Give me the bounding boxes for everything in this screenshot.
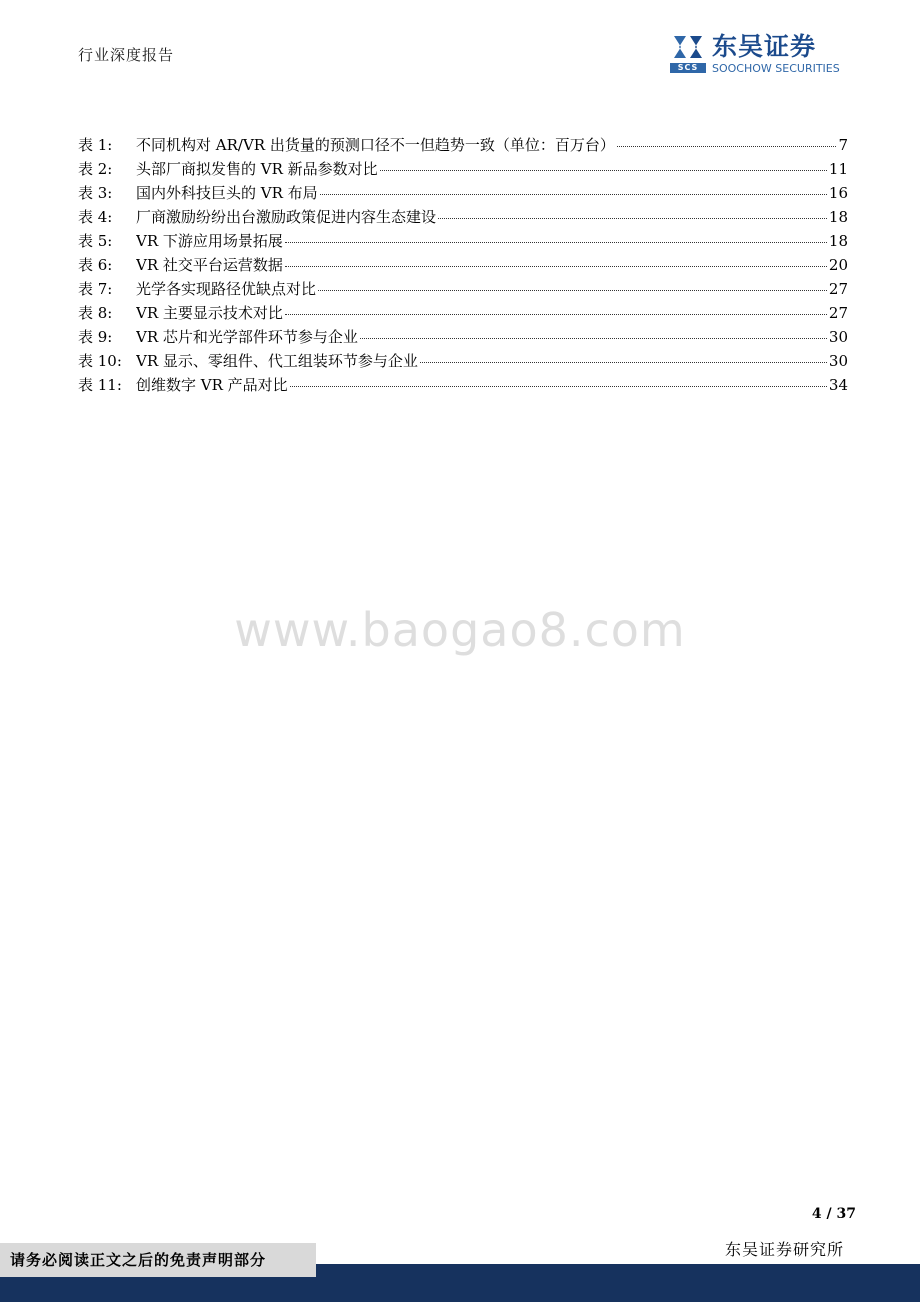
footer-disclaimer: 请务必阅读正文之后的免责声明部分 <box>0 1243 316 1277</box>
footer-organization: 东吴证券研究所 <box>724 1240 844 1259</box>
toc-entry-label: 表 3: <box>78 184 113 202</box>
toc-entry[interactable] <box>78 277 848 301</box>
toc-leader-dots <box>420 362 827 363</box>
toc-leader-dots <box>290 386 827 387</box>
toc-entry-title: 厂商激励纷纷出台激励政策促进内容生态建设 <box>136 208 437 226</box>
toc-entry-label: 表 11: <box>78 376 122 394</box>
toc-leader-dots <box>285 314 827 315</box>
toc-entry-label: 表 1: <box>78 136 113 154</box>
toc-entry-page: 11 <box>828 160 848 178</box>
toc-leader-dots <box>318 290 827 291</box>
table-of-contents <box>78 133 848 397</box>
toc-entry[interactable] <box>78 349 848 373</box>
toc-leader-dots <box>617 146 837 147</box>
toc-entry[interactable] <box>78 181 848 205</box>
toc-entry-label: 表 4: <box>78 208 113 226</box>
toc-entry-label: 表 6: <box>78 256 113 274</box>
toc-leader-dots <box>438 218 827 219</box>
toc-entry-page: 18 <box>828 232 848 250</box>
toc-entry-label: 表 2: <box>78 160 113 178</box>
toc-entry-title: 光学各实现路径优缺点对比 <box>136 280 317 298</box>
toc-entry[interactable] <box>78 205 848 229</box>
toc-entry-title: 国内外科技巨头的 VR 布局 <box>136 184 318 202</box>
toc-leader-dots <box>285 242 827 243</box>
toc-entry-title: VR 社交平台运营数据 <box>136 256 283 274</box>
toc-entry[interactable] <box>78 253 848 277</box>
logo-english-name: SOOCHOW SECURITIES <box>712 62 840 75</box>
toc-leader-dots <box>360 338 827 339</box>
toc-entry-title: VR 芯片和光学部件环节参与企业 <box>136 328 358 346</box>
toc-entry-label: 表 5: <box>78 232 113 250</box>
toc-entry-title: VR 显示、零组件、代工组装环节参与企业 <box>136 352 418 370</box>
toc-entry[interactable] <box>78 373 848 397</box>
logo-name: 东吴证券 <box>712 32 817 61</box>
logo-badge: SCS <box>670 63 706 73</box>
watermark: www.baogao8.com <box>234 603 686 657</box>
toc-entry-page: 16 <box>828 184 848 202</box>
toc-entry-label: 表 8: <box>78 304 113 322</box>
toc-entry-page: 7 <box>838 136 848 154</box>
toc-entry-label: 表 9: <box>78 328 113 346</box>
toc-entry[interactable] <box>78 157 848 181</box>
toc-entry-title: 头部厂商拟发售的 VR 新品参数对比 <box>136 160 378 178</box>
toc-entry-page: 27 <box>828 280 848 298</box>
toc-entry-label: 表 7: <box>78 280 113 298</box>
toc-entry-page: 27 <box>828 304 848 322</box>
toc-entry[interactable] <box>78 301 848 325</box>
toc-leader-dots <box>320 194 827 195</box>
toc-entry-page: 30 <box>828 328 848 346</box>
page-number: 4 / 37 <box>811 1206 856 1222</box>
toc-entry-title: VR 主要显示技术对比 <box>136 304 283 322</box>
toc-entry[interactable] <box>78 133 848 157</box>
toc-entry-title: 不同机构对 AR/VR 出货量的预测口径不一但趋势一致（单位：百万台） <box>136 136 615 154</box>
toc-entry[interactable] <box>78 229 848 253</box>
toc-entry-title: 创维数字 VR 产品对比 <box>136 376 288 394</box>
toc-entry-page: 20 <box>828 256 848 274</box>
toc-entry-title: VR 下游应用场景拓展 <box>136 232 283 250</box>
toc-entry[interactable] <box>78 325 848 349</box>
toc-entry-page: 30 <box>828 352 848 370</box>
report-category: 行业深度报告 <box>78 46 175 64</box>
toc-leader-dots <box>380 170 827 171</box>
soochow-logo-icon <box>670 32 706 62</box>
toc-entry-label: 表 10: <box>78 352 122 370</box>
toc-leader-dots <box>285 266 827 267</box>
toc-entry-page: 18 <box>828 208 848 226</box>
company-logo <box>668 32 858 76</box>
toc-entry-page: 34 <box>828 376 848 394</box>
